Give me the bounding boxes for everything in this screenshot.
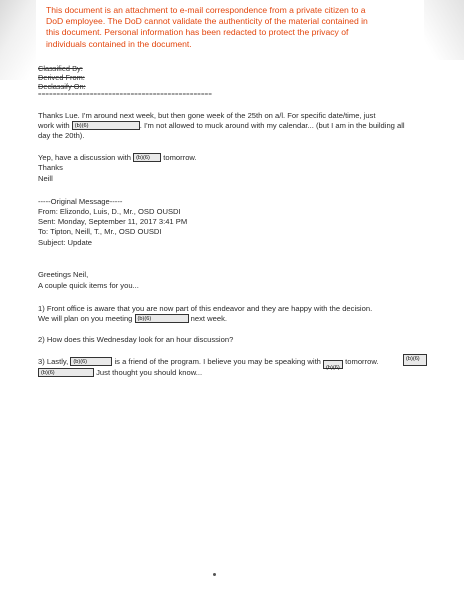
item-text: next week. bbox=[190, 314, 227, 323]
reply-line bbox=[38, 121, 438, 131]
original-to: To: Tipton, Neill, T., Mr., OSD OUSDI bbox=[38, 227, 162, 236]
redaction-box bbox=[133, 153, 161, 162]
redaction-box bbox=[38, 368, 94, 377]
original-subject: Subject: Update bbox=[38, 238, 93, 247]
item-text: Just thought you should know... bbox=[96, 368, 203, 377]
redaction-box bbox=[135, 314, 189, 323]
reply-signature: Neill bbox=[38, 174, 53, 183]
redaction-label: (b)(6) bbox=[406, 356, 420, 362]
reply-line: day the 20th). bbox=[38, 131, 85, 140]
item-text: 3) Lastly, bbox=[38, 357, 69, 366]
item3-line bbox=[38, 368, 438, 378]
notice-line: This document is an attachment to e-mail correspondence from a private citizen to a bbox=[46, 5, 366, 15]
redaction-box bbox=[70, 357, 112, 366]
redaction-label: (b)(6) bbox=[136, 155, 150, 161]
reply-text: work with bbox=[38, 121, 70, 130]
intro: A couple quick items for you... bbox=[38, 281, 139, 290]
reply-text: . I'm not allowed to muck around with my calendar... (but I am in the building all bbox=[139, 121, 405, 130]
notice-line: DoD employee. The DoD cannot validate the authenticity of the material contained in bbox=[46, 16, 368, 27]
redaction-box bbox=[72, 121, 140, 130]
reply-line bbox=[38, 153, 438, 163]
item-text: tomorrow. bbox=[345, 357, 379, 366]
item2: 2) How does this Wednesday look for an hour discussion? bbox=[38, 335, 234, 344]
original-from: From: Elizondo, Luis, D., Mr., OSD OUSDI bbox=[38, 207, 181, 216]
redaction-label: (b)(6) bbox=[41, 370, 55, 376]
derived-from: Derived From: bbox=[38, 73, 85, 82]
scan-shadow bbox=[0, 0, 36, 80]
redaction-label: (b)(6) bbox=[137, 316, 152, 322]
original-header: -----Original Message----- bbox=[38, 197, 123, 206]
notice-line: this document. Personal information has been redacted to protect the privacy of bbox=[46, 27, 349, 38]
reply-text: tomorrow. bbox=[163, 153, 197, 162]
redaction-label: (b)(6) bbox=[74, 123, 89, 129]
reply-line: Thanks Lue. I'm around next week, but then gone week of the 25th on a/l. For specific date/time, just bbox=[38, 111, 376, 120]
original-sent: Sent: Monday, September 11, 2017 3:41 PM bbox=[38, 217, 188, 226]
notice-line: individuals contained in the document. bbox=[46, 38, 192, 49]
dod-notice bbox=[46, 5, 426, 50]
greeting: Greetings Neil, bbox=[38, 270, 89, 279]
separator-line: =============================================== bbox=[38, 92, 213, 98]
reply-text: Yep, have a discussion with bbox=[38, 153, 132, 162]
scan-shadow bbox=[424, 0, 464, 60]
item-text: We will plan on you meeting bbox=[38, 314, 133, 323]
item1-line: 1) Front office is aware that you are now part of this endeavor and they are happy with the decision. bbox=[38, 304, 373, 313]
reply-thanks: Thanks bbox=[38, 163, 63, 172]
redaction-label: (b)(6) bbox=[73, 359, 88, 365]
item-text: is a friend of the program. I believe you may be speaking with bbox=[114, 357, 321, 366]
redaction-box bbox=[403, 354, 427, 366]
classified-by: Classified By: bbox=[38, 64, 83, 73]
declassify-on: Declassify On: bbox=[38, 82, 86, 91]
page-mark bbox=[213, 573, 216, 576]
redaction-label: (b)(6) bbox=[326, 365, 340, 371]
item1-line bbox=[38, 314, 438, 324]
